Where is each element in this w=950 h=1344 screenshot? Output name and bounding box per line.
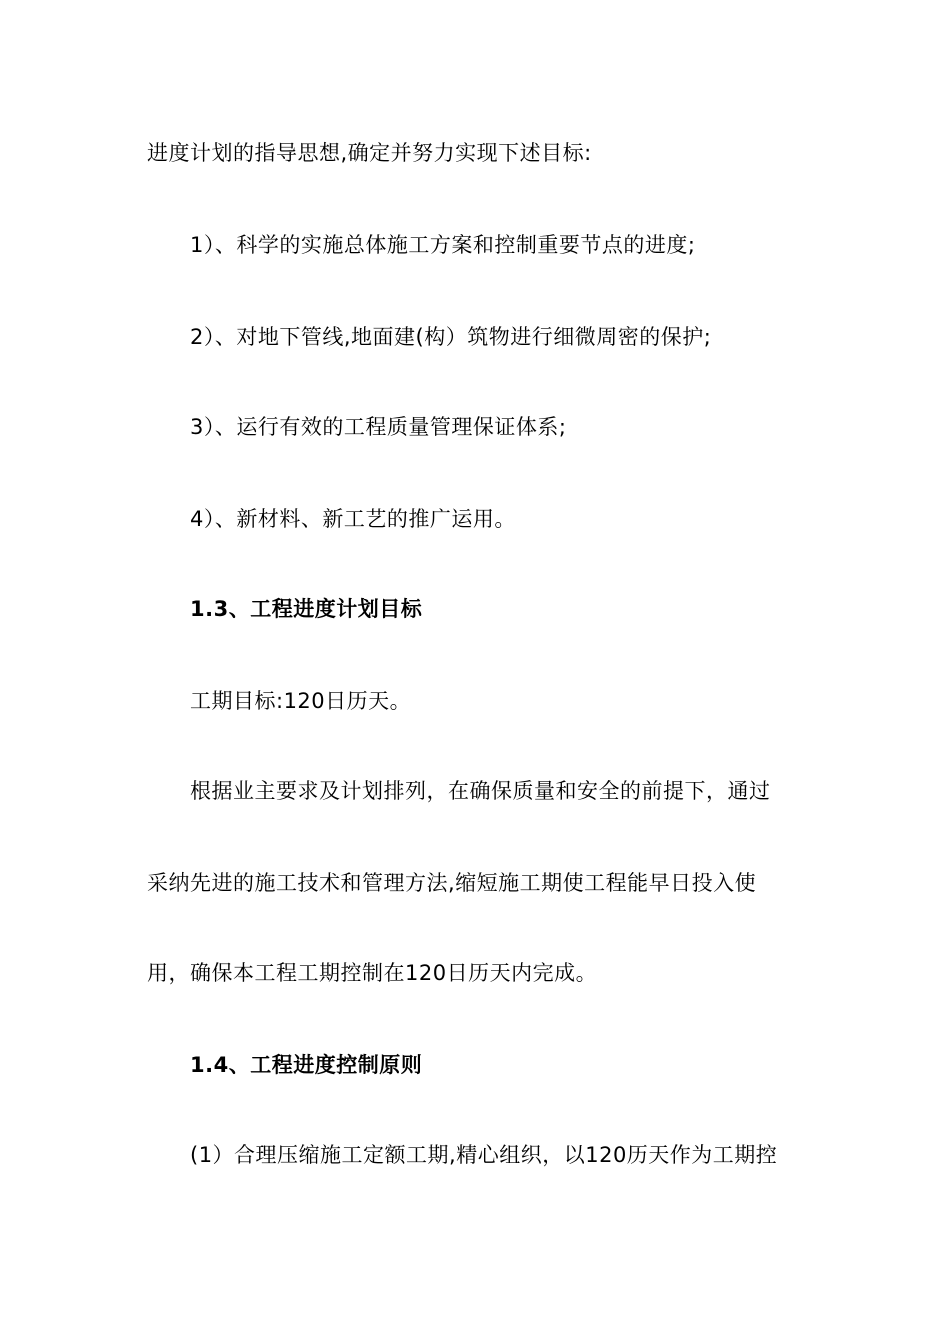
section-heading-1-4: 1.4、工程进度控制原则 bbox=[190, 1053, 423, 1077]
paragraph-intro: 进度计划的指导思想,确定并努力实现下述目标: bbox=[147, 141, 592, 165]
list-item-3: 3）、运行有效的工程质量管理保证体系; bbox=[190, 415, 567, 439]
principle-item-1: (1）合理压缩施工定额工期,精心组织，以120历天作为工期控 bbox=[190, 1143, 778, 1167]
body-line-3: 用，确保本工程工期控制在120日历天内完成。 bbox=[147, 961, 598, 985]
section-heading-1-3: 1.3、工程进度计划目标 bbox=[190, 597, 423, 621]
body-line-1: 根据业主要求及计划排列，在确保质量和安全的前提下，通过 bbox=[190, 779, 771, 803]
list-item-4: 4）、新材料、新工艺的推广运用。 bbox=[190, 507, 516, 531]
list-item-1: 1）、科学的实施总体施工方案和控制重要节点的进度; bbox=[190, 233, 696, 257]
duration-goal: 工期目标:120日历天。 bbox=[190, 689, 412, 713]
list-item-2: 2）、对地下管线,地面建(构）筑物进行细微周密的保护; bbox=[190, 325, 712, 349]
body-line-2: 采纳先进的施工技术和管理方法,缩短施工期使工程能早日投入使 bbox=[147, 871, 757, 895]
